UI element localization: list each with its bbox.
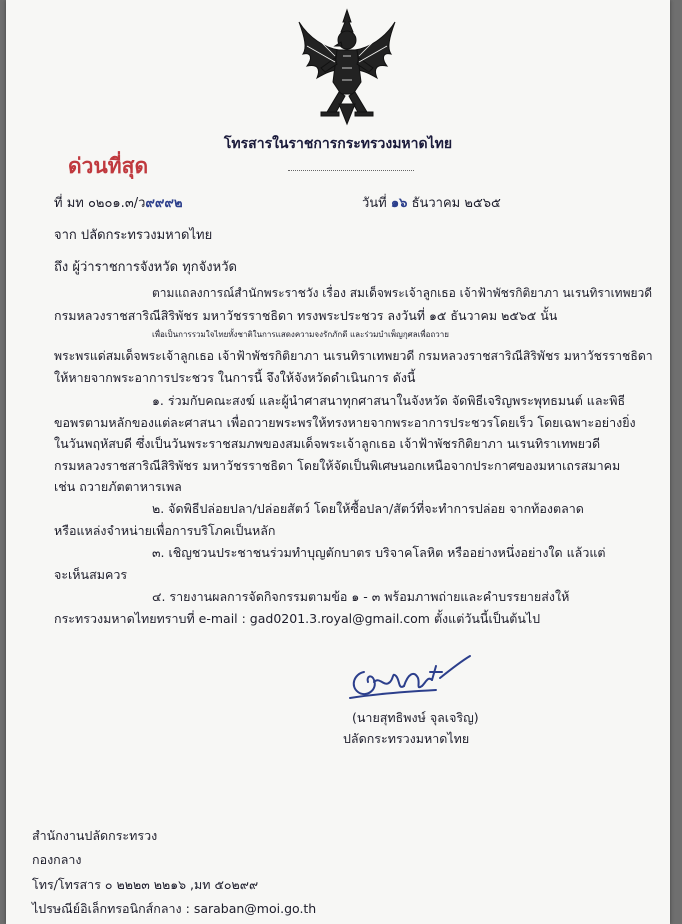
signatory-name: (นายสุทธิพงษ์ จุลเจริญ) (352, 710, 479, 725)
item-2 (54, 498, 584, 541)
paragraph-line: เพื่อเป็นการรวมใจไทยทั้งชาติในการแสดงความจงรักภักดี และร่วมบำเพ็ญกุศลเพื่อถวาย (152, 330, 449, 339)
item-1 (54, 390, 636, 498)
paragraph-line: ๑. ร่วมกับคณะสงฆ์ และผู้นำศาสนาทุกศาสนาในจังหวัด จัดพิธีเจริญพระพุทธมนต์ และพิธี (152, 393, 626, 408)
paragraph-2 (54, 324, 653, 389)
footer-division: กองกลาง (32, 852, 82, 867)
paragraph-line: ตามแถลงการณ์สำนักพระราชวัง เรื่อง สมเด็จพระเจ้าลูกเธอ เจ้าฟ้าพัชรกิติยาภา นเรนทิราเทพยวดี (152, 286, 653, 300)
reference-handwritten: ๙๙๙๒ (145, 196, 183, 211)
item-3 (54, 542, 606, 585)
paragraph-line: ๔. รายงานผลการจัดกิจกรรมตามข้อ ๑ - ๓ พร้อมภาพถ่ายและคำบรรยายส่งให้ (152, 589, 570, 604)
paragraph-line: กรมหลวงราชสาริณีสิริพัชร มหาวัชรราชธิดา โดยให้จัดเป็นพิเศษนอกเหนือจากประกาศของมหาเถรสมาคม (54, 457, 621, 473)
item-4 (54, 586, 569, 629)
signature-mark (344, 652, 474, 704)
reference-number (54, 192, 183, 213)
paragraph-line: ให้หายจากพระอาการประชวร ในการนี้ จึงให้จังหวัดดำเนินการ ดังนี้ (54, 370, 416, 385)
paragraph-line: เช่น ถวายภัตตาหารเพล (54, 479, 182, 494)
garuda-emblem-icon (295, 8, 399, 126)
urgent-stamp: ด่วนที่สุด (68, 154, 149, 178)
reference-printed: มท ๐๒๐๑.๓/ว (66, 196, 146, 211)
document-page (6, 0, 670, 924)
reference-label: ที่ (54, 196, 63, 211)
footer-email: ไปรษณีย์อิเล็กทรอนิกส์กลาง : saraban@moi.go.th (32, 901, 317, 916)
from-line: จาก ปลัดกระทรวงมหาดไทย (54, 228, 213, 243)
paragraph-line: ขอพรตามหลักของแต่ละศาสนา เพื่อถวายพระพรให้ทรงหายจากพระอาการประชวรโดยเร็ว โดยเฉพาะอย่างยิ่ง (54, 414, 636, 430)
paragraph-line: ๓. เชิญชวนประชาชนร่วมทำบุญตักบาตร บริจาคโลหิต หรืออย่างหนึ่งอย่างใด แล้วแต่ (152, 545, 606, 560)
date-day: ๑๖ (390, 196, 408, 211)
footer-office: สำนักงานปลัดกระทรวง (32, 828, 158, 843)
date-month-year: ธันวาคม ๒๕๖๕ (411, 196, 501, 211)
footer-phone: โทร/โทรสาร ๐ ๒๒๒๓ ๒๒๑๖ ,มท ๕๐๒๙๙ (32, 877, 259, 892)
to-line: ถึง ผู้ว่าราชการจังหวัด ทุกจังหวัด (54, 260, 237, 275)
document-date (362, 192, 501, 213)
paragraph-line: กระทรวงมหาดไทยทราบที่ e-mail : gad0201.3.royal@gmail.com ตั้งแต่วันนี้เป็นต้นไป (54, 610, 541, 626)
paragraph-1 (54, 283, 652, 326)
paragraph-line: พระพรแด่สมเด็จพระเจ้าลูกเธอ เจ้าฟ้าพัชรกิติยาภา นเรนทิราเทพยวดี กรมหลวงราชสาริณีสิริพัชร มหาวัชรราชธิดา (54, 348, 653, 363)
dotted-divider (288, 170, 414, 171)
paragraph-line: หรือแหล่งจำหน่ายเพื่อการบริโภคเป็นหลัก (54, 522, 276, 538)
paragraph-line: ในวันพฤหัสบดี ซึ่งเป็นวันพระราชสมภพของสมเด็จพระเจ้าลูกเธอ เจ้าฟ้าพัชรกิติยาภา นเรนทิราเทพยวดี (54, 436, 601, 451)
date-label: วันที่ (362, 196, 387, 211)
paragraph-line: กรมหลวงราชสาริณีสิริพัชร มหาวัชรราชธิดา ทรงพระประชวร ลงวันที่ ๑๕ ธันวาคม ๒๕๖๕ นั้น (54, 307, 558, 323)
signatory-position: ปลัดกระทรวงมหาดไทย (343, 731, 470, 746)
document-header-title: โทรสารในราชการกระทรวงมหาดไทย (223, 136, 453, 152)
paragraph-line: ๒. จัดพิธีปล่อยปลา/ปล่อยสัตว์ โดยให้ซื้อปลา/สัตว์ที่จะทำการปล่อย จากท้องตลาด (152, 501, 584, 516)
paragraph-line: จะเห็นสมควร (54, 566, 128, 582)
